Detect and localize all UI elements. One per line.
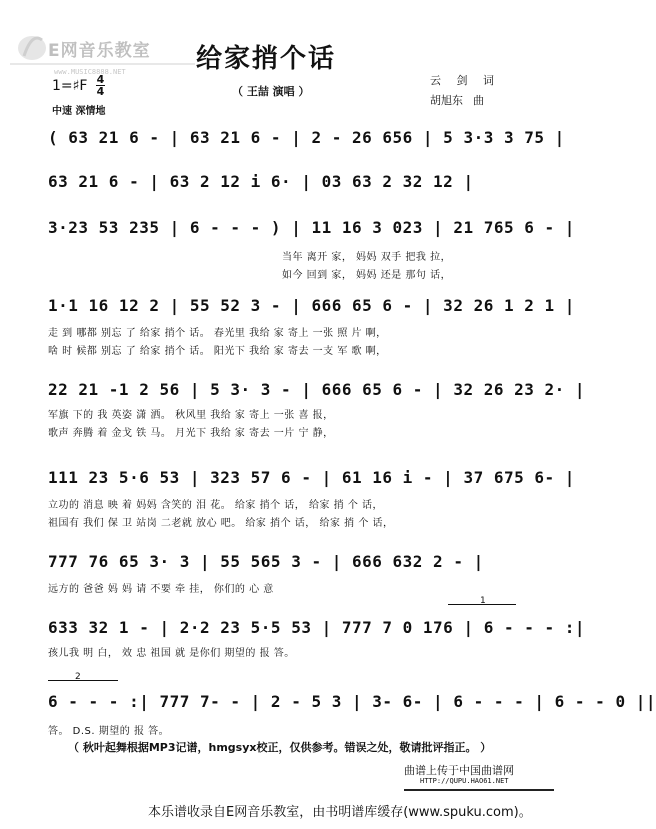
lyric-line: 当年 离开 家， 妈妈 双手 把我 拉， bbox=[282, 252, 452, 263]
score-row-8: 633 32 1 - | 2·2 23 5·5 53 | 777 7 0 176 | 6 - - - :| bbox=[48, 618, 586, 637]
lyricist-credit bbox=[430, 72, 500, 88]
lyric-line: 啥 时 候都 别忘 了 给家 捎个 话。 阳光下 我给 家 寄去 一支 军 歌 啊， bbox=[48, 346, 387, 357]
lyric-line: 走 到 哪都 别忘 了 给家 捎个 话。 春光里 我给 家 寄上 一张 照 片 啊， bbox=[48, 328, 387, 339]
meter-top: 4 bbox=[96, 73, 105, 86]
lyric-line: 军旗 下的 我 英姿 潇 洒。 秋风里 我给 家 寄上 一张 喜 报， bbox=[48, 410, 334, 421]
key-signature: 1=♯F bbox=[52, 78, 88, 94]
meter-bottom: 4 bbox=[96, 85, 105, 98]
lyric-line: 孩儿我 明 白， 效 忠 祖国 就 是你们 期望的 报 答。 bbox=[48, 648, 295, 659]
song-title: 给家捎个话 bbox=[196, 44, 337, 74]
logo-text: E网音乐教室 bbox=[48, 41, 151, 61]
upload-credit: 曲谱上传于中国曲谱网 bbox=[404, 764, 514, 777]
lyric-line: 如今 回到 家， 妈妈 还是 那句 话， bbox=[282, 270, 452, 281]
score-row-1: ( 63 21 6 - | 63 21 6 - | 2 - 26 656 | 5 3·3 3 75 | bbox=[48, 128, 565, 147]
transcription-note: （ 秋叶起舞根据MP3记谱，hmgsyx校正，仅供参考。错误之处，敬请批评指正。 ） bbox=[68, 741, 492, 754]
lyric-line: 答。 D.S. 期望的 报 答。 bbox=[48, 726, 170, 737]
score-row-4: 1·1 16 12 2 | 55 52 3 - | 666 65 6 - | 32 26 1 2 1 | bbox=[48, 296, 575, 315]
score-row-5: 22 21 -1 2 56 | 5 3· 3 - | 666 65 6 - | 32 26 23 2· | bbox=[48, 380, 586, 399]
upload-url: HTTP://QUPU.HAO61.NET bbox=[420, 777, 509, 785]
lyric-line: 祖国有 我们 保 卫 站岗 二老就 放心 吧。 给家 捎个 话， 给家 捎 个 话， bbox=[48, 518, 394, 529]
source-credit: 本乐谱收录自E网音乐教室，由书明谱库缓存(www.spuku.com)。 bbox=[148, 805, 532, 820]
score-row-3: 3·23 53 235 | 6 - - - ) | 11 16 3 023 | 21 765 6 - | bbox=[48, 218, 575, 237]
score-row-7: 777 76 65 3· 3 | 55 565 3 - | 666 632 2 - | bbox=[48, 552, 484, 571]
score-row-9: 6 - - - :| 777 7- - | 2 - 5 3 | 3- 6- | 6 - - - | 6 - - 0 || bbox=[48, 692, 656, 711]
lyric-line: 远方的 爸爸 妈 妈 请 不要 牵 挂， 你们的 心 意 bbox=[48, 584, 274, 595]
composer-credit bbox=[430, 92, 484, 108]
volta-bracket bbox=[48, 680, 118, 681]
volta-second: 2 bbox=[75, 672, 81, 682]
composer-name: 胡旭东 bbox=[430, 94, 463, 107]
lyricist-role: 词 bbox=[483, 74, 500, 87]
composer-role: 曲 bbox=[473, 94, 484, 107]
score-row-6: 111 23 5·6 53 | 323 57 6 - | 61 16 i - | 37 675 6- | bbox=[48, 468, 575, 487]
volta-first: 1 bbox=[480, 596, 486, 606]
divider bbox=[404, 789, 554, 791]
lyricist-name: 云 剑 bbox=[430, 74, 474, 87]
singer-credit: （ 王喆 演唱 ） bbox=[232, 85, 310, 98]
logo-url: www.MUSIC8888.NET bbox=[54, 68, 126, 76]
tempo-marking: 中速 深情地 bbox=[52, 106, 106, 117]
time-signature bbox=[96, 74, 105, 97]
lyric-line: 立功的 消息 映 着 妈妈 含笑的 泪 花。 给家 捎个 话， 给家 捎 个 话， bbox=[48, 500, 384, 511]
score-row-2: 63 21 6 - | 63 2 12 i 6· | 03 63 2 32 12 | bbox=[48, 172, 474, 191]
lyric-line: 歌声 奔腾 着 金戈 铁 马。 月光下 我给 家 寄去 一片 宁 静， bbox=[48, 428, 334, 439]
